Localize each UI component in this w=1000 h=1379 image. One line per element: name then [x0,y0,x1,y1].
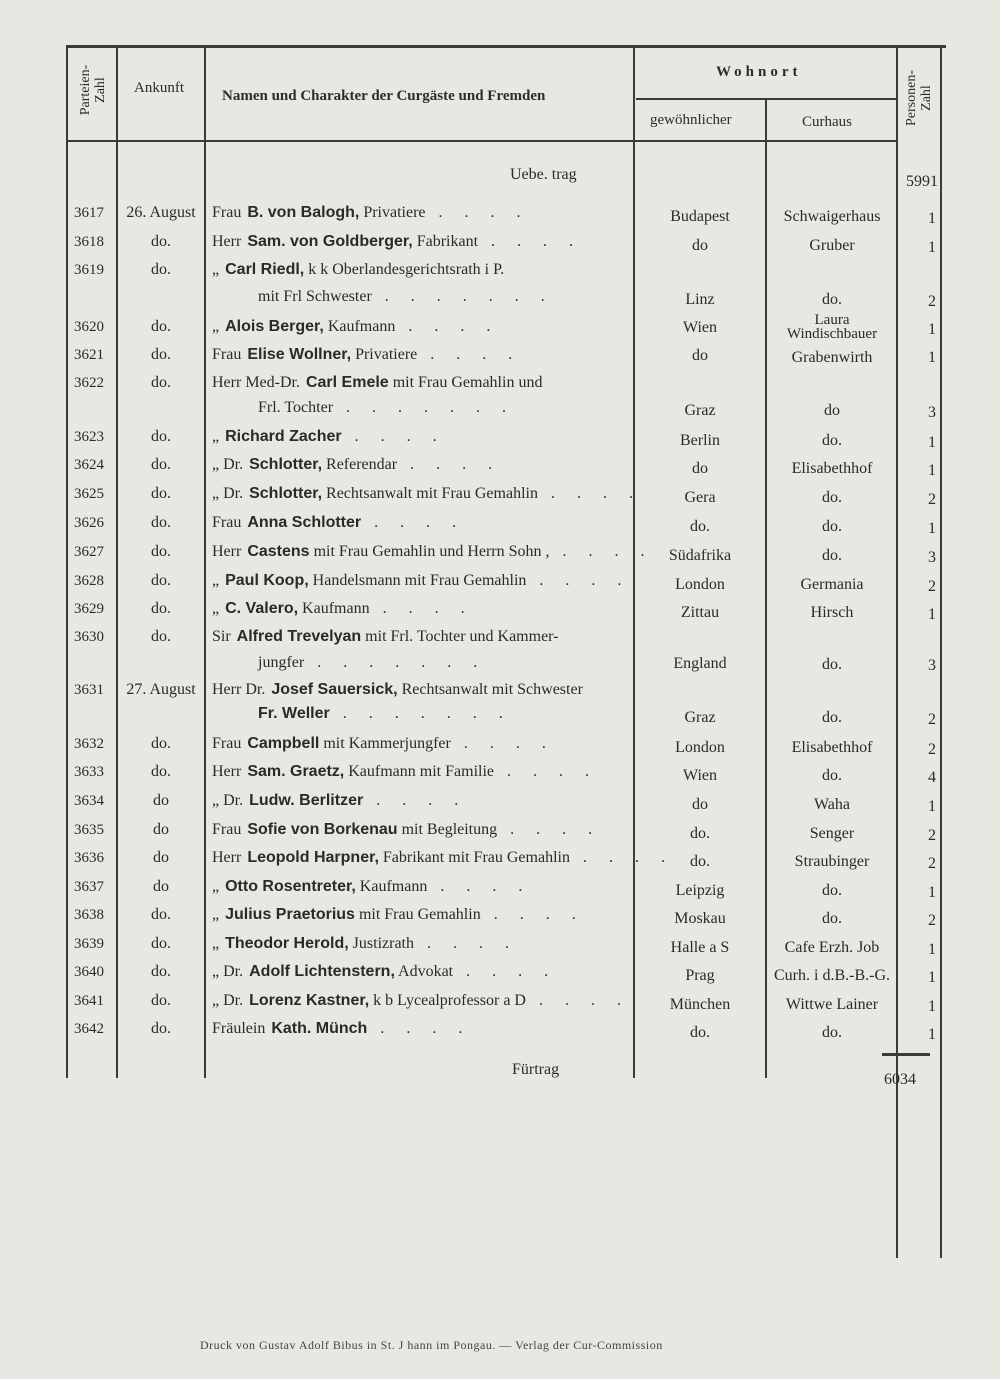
leader-dots: . . . . [417,346,522,363]
spa-lodging: Laura Windischbauer [786,312,878,342]
guest-entry [212,877,531,897]
row-number: 3633 [74,764,104,780]
leader-dots: . . . . [478,233,583,250]
arrival-date: do. [151,514,171,531]
guest-description: Referendar [322,456,398,473]
guest-name: Kath. Münch [271,1020,368,1037]
leader-dots: . . . . . . . [333,399,516,416]
guest-title: Frau [212,346,242,363]
guest-name: Castens [247,543,310,560]
leader-dots: . . . . [427,878,532,895]
home-town: do. [690,518,710,535]
guest-description: Kaufmann mit Familie [344,763,494,780]
header-gewoehnlicher: gewöhnlicher [650,112,732,128]
arrival-date: do. [151,992,171,1009]
guest-title: Herr [212,849,242,866]
guest-entry [212,317,499,337]
row-number: 3623 [74,429,104,445]
guest-title: Herr [212,763,242,780]
home-town: do. [690,825,710,842]
leader-dots: . . . . [363,792,468,809]
leader-dots: . . . . [450,735,555,752]
spa-lodging: Germania [800,576,864,593]
row-number: 3628 [74,573,104,589]
guest-description: Kaufmann [298,600,370,617]
guest-name: Campbell [247,735,320,752]
spa-lodging: do. [822,656,842,673]
home-town: do [692,347,708,364]
home-town: do. [690,1024,710,1041]
guest-entry [212,820,601,840]
arrival-date: do. [151,572,171,589]
leader-dots: . . . . [549,543,654,560]
guest-title: „ [212,261,220,278]
arrival-date: do. [151,963,171,980]
guest-entry-continued [258,653,486,673]
guest-description: mit Frau Gemahlin und Herrn Sohn , [309,543,550,560]
guest-name: Leopold Harpner, [247,849,379,866]
spa-lodging: Cafe Erzh. Job [784,939,880,956]
guest-title: Frau [212,735,242,752]
guest-name: Otto Rosentreter, [225,878,356,895]
header-wohnort: Wohnort [716,64,802,80]
spa-lodging: Wittwe Lainer [785,996,879,1013]
guest-entry-continued [258,398,515,418]
row-number: 3627 [74,544,104,560]
guest-title: „ [212,935,220,952]
home-town: Wien [682,319,717,336]
persons-count: 1 [928,798,936,815]
home-town: Gera [684,489,716,506]
arrival-date: do. [151,346,171,363]
guest-description: mit Frl. Tochter und Kammer- [361,628,559,645]
guest-name: Richard Zacher [225,428,342,445]
guest-title: Herr [212,233,242,250]
guest-description: Handelsmann mit Frau Gemahlin [308,572,527,589]
row-number: 3634 [74,793,104,809]
row-number: 3620 [74,319,104,335]
spa-lodging: Elisabethhof [791,460,873,477]
header-curhaus: Curhaus [802,114,852,130]
guest-title: „ Dr. [212,992,244,1009]
guest-entry [212,848,674,868]
arrival-date: do. [151,600,171,617]
spa-lodging: do. [822,709,842,726]
arrival-date: do. [151,1020,171,1037]
fuertrag-label: Fürtrag [512,1061,560,1078]
row-number: 3621 [74,347,104,363]
leader-dots: . . . . [369,600,474,617]
guest-entry [212,934,518,954]
guest-entry [212,571,630,591]
guest-name: Carl Riedl, [225,261,305,278]
guest-entry-continued [258,287,554,307]
guest-title: Herr Dr. [212,681,266,698]
persons-count: 2 [928,855,936,872]
row-number: 3631 [74,682,104,698]
guest-name: Sam. von Goldberger, [247,233,413,250]
guest-title: „ Dr. [212,963,244,980]
leader-dots: . . . . [494,763,598,780]
guest-description: Advokat [394,963,454,980]
guest-entry [212,513,465,533]
leader-dots: . . . . . . . [329,705,512,722]
guest-title: „ Dr. [212,485,244,502]
home-town: Prag [685,967,715,984]
guest-entry [212,734,555,754]
guest-title: Fräulein [212,1020,266,1037]
spa-lodging: Straubinger [794,853,870,870]
guest-title: „ [212,878,220,895]
arrival-date: do. [151,233,171,250]
col-line-3 [204,48,206,1078]
guest-name: Anna Schlotter [247,514,362,531]
guest-title: „ [212,428,220,445]
header-parteien: Parteien- Zahl [78,64,108,116]
row-number: 3618 [74,234,104,250]
spa-lodging: do. [822,547,842,564]
guest-entry [212,991,630,1011]
home-town: do [692,796,708,813]
leader-dots: . . . . [367,1020,472,1037]
arrival-date: 27. August [126,681,196,698]
guest-title: Frau [212,514,242,531]
spa-lodging: do [824,402,840,419]
spa-lodging: Hirsch [810,604,854,621]
guest-description: Privatiere [351,346,418,363]
leader-dots: . . . . . . . [371,288,554,305]
leader-dots: . . . . [425,204,530,221]
row-number: 3617 [74,205,104,221]
guest-entry [212,260,504,280]
persons-count: 2 [928,491,936,508]
arrival-date: do. [151,735,171,752]
row-number: 3642 [74,1021,104,1037]
guest-title: Frau [212,821,242,838]
guest-name: Paul Koop, [225,572,309,589]
arrival-date: do. [151,374,171,391]
row-number: 3635 [74,822,104,838]
home-town: London [675,739,725,756]
guest-description: Justizrath [348,935,414,952]
guest-companions: Frl. Tochter [258,399,334,416]
leader-dots: . . . . [526,572,631,589]
guest-description: Kaufmann [355,878,428,895]
guest-companions: jungfer [258,654,305,671]
persons-count: 1 [928,1026,936,1043]
leader-dots: . . . . [361,514,466,531]
persons-count: 2 [928,711,936,728]
guest-name: Theodor Herold, [225,935,349,952]
home-town: Moskau [674,910,726,927]
guest-entry [212,599,474,619]
persons-count: 2 [928,293,936,310]
arrival-date: do. [151,261,171,278]
row-number: 3639 [74,936,104,952]
guest-name: Sam. Graetz, [247,763,345,780]
arrival-date: do. [151,906,171,923]
home-town: Linz [685,291,715,308]
home-town: Budapest [670,208,730,225]
persons-count: 1 [928,239,936,256]
arrival-date: do [153,821,169,838]
guest-description: mit Kammerjungfer [319,735,451,752]
guest-entry [212,484,642,504]
guest-description: Rechtsanwalt mit Schwester [397,681,583,698]
persons-count: 2 [928,827,936,844]
spa-lodging: Curh. i d.B.-B.-G. [774,967,890,984]
guest-entry [212,962,557,982]
guest-title: „ [212,906,220,923]
imprint: Druck von Gustav Adolf Bibus in St. J hann im Pongau. — Verlag der Cur-Commission [200,1338,663,1352]
home-town: Berlin [680,432,720,449]
guest-name: Julius Praetorius [225,906,355,923]
guest-name: Carl Emele [305,374,389,391]
guest-description: Rechtsanwalt mit Frau Gemahlin [322,485,538,502]
header-rule [66,140,896,142]
guest-name: B. von Balogh, [247,204,360,221]
row-number: 3625 [74,486,104,502]
guest-name: Elise Wollner, [247,346,352,363]
spa-lodging: Waha [813,796,851,813]
col-line-1 [66,48,68,1078]
home-town: Graz [684,402,716,419]
guest-title: Herr Med-Dr. [212,374,300,391]
guest-name: Schlotter, [249,456,323,473]
persons-count: 2 [928,578,936,595]
guest-name: C. Valero, [225,600,299,617]
guest-name: Schlotter, [249,485,323,502]
spa-lodging: do. [822,432,842,449]
guest-name: Lorenz Kastner, [249,992,370,1009]
spa-lodging: do. [822,767,842,784]
home-town: do [692,460,708,477]
spa-lodging: Gruber [809,237,855,254]
col-line-4 [633,48,635,1078]
arrival-date: do. [151,763,171,780]
guest-entry-continued [258,704,512,724]
leader-dots: . . . . [397,456,502,473]
leader-dots: . . . . [569,849,674,866]
persons-count: 1 [928,941,936,958]
home-town: Wien [682,767,717,784]
leader-dots: . . . . [525,992,630,1009]
row-number: 3630 [74,629,104,645]
guest-entry [212,680,583,700]
guest-description: mit Frau Gemahlin und [388,374,543,391]
row-number: 3632 [74,736,104,752]
uebertrag-value: 5991 [906,173,938,190]
guest-description: Privatiere [359,204,426,221]
guest-name: Alois Berger, [225,318,324,335]
guest-entry [212,542,654,562]
guest-companions: mit Frl Schwester [258,288,372,305]
arrival-date: do. [151,456,171,473]
persons-count: 1 [928,884,936,901]
guest-entry [212,627,559,647]
guest-name: Ludw. Berlitzer [249,792,364,809]
guest-entry [212,427,446,447]
guest-entry [212,203,530,223]
wohnort-rule [636,98,898,100]
row-number: 3638 [74,907,104,923]
guest-name: Adolf Lichtenstern, [249,963,395,980]
arrival-date: do. [151,935,171,952]
home-town: do. [690,853,710,870]
home-town: Leipzig [675,882,725,899]
leader-dots: . . . . [480,906,585,923]
guest-entry [212,791,467,811]
persons-count: 2 [928,912,936,929]
guest-entry [212,455,501,475]
persons-count: 3 [928,404,936,421]
leader-dots: . . . . [537,485,642,502]
leader-dots: . . . . [497,821,602,838]
persons-count: 1 [928,210,936,227]
guest-description: k k Oberlandesgerichtsrath i P. [304,261,505,278]
guest-title: „ [212,572,220,589]
spa-lodging: do. [822,1024,842,1041]
guest-title: „ [212,600,220,617]
row-number: 3624 [74,457,104,473]
guest-entry [212,905,585,925]
persons-count: 1 [928,969,936,986]
home-town: England [673,655,727,672]
col-line-7 [940,48,942,1258]
persons-count: 4 [928,769,936,786]
arrival-date: do. [151,543,171,560]
home-town: London [675,576,725,593]
guest-entry [212,232,582,252]
leader-dots: . . . . [453,963,558,980]
arrival-date: do. [151,628,171,645]
leader-dots: . . . . [414,935,518,952]
guest-entry [212,1019,471,1039]
persons-count: 1 [928,462,936,479]
arrival-date: do. [151,318,171,335]
persons-count: 1 [928,434,936,451]
guest-description: Kaufmann [323,318,396,335]
persons-count: 3 [928,657,936,674]
guest-description: Fabrikant mit Frau Gemahlin [378,849,570,866]
guest-name: Josef Sauersick, [271,681,398,698]
row-number: 3626 [74,515,104,531]
persons-count: 1 [928,606,936,623]
spa-lodging: Senger [809,825,855,842]
arrival-date: do [153,849,169,866]
arrival-date: do [153,792,169,809]
arrival-date: do. [151,428,171,445]
spa-lodging: do. [822,910,842,927]
guest-title: Herr [212,543,242,560]
sum-rule [882,1053,930,1056]
spa-lodging: do. [822,489,842,506]
home-town: München [669,996,731,1013]
fuertrag-value: 6034 [884,1071,916,1088]
persons-count: 2 [928,741,936,758]
spa-lodging: Grabenwirth [791,349,873,366]
guest-title: Frau [212,204,242,221]
row-number: 3629 [74,601,104,617]
guest-companions: Fr. Weller [258,705,330,722]
leader-dots: . . . . [395,318,500,335]
home-town: do [692,237,708,254]
top-rule [66,45,946,48]
spa-lodging: do. [822,882,842,899]
spa-lodging: do. [822,518,842,535]
guest-entry [212,345,521,365]
persons-count: 1 [928,520,936,537]
home-town: Zittau [680,604,720,621]
leader-dots: . . . . . . . [304,654,487,671]
header-personen: Personen- Zahl [904,70,934,126]
row-number: 3622 [74,375,104,391]
arrival-date: do. [151,485,171,502]
guest-description: mit Begleitung [397,821,498,838]
guest-description: mit Frau Gemahlin [354,906,481,923]
spa-lodging: Schwaigerhaus [783,208,881,225]
row-number: 3640 [74,964,104,980]
persons-count: 3 [928,549,936,566]
spa-lodging: Elisabethhof [791,739,873,756]
arrival-date: do [153,878,169,895]
uebertrag-label: Uebe. trag [510,166,577,183]
guest-title: „ [212,318,220,335]
guest-title: Sir [212,628,231,645]
header-ankunft: Ankunft [134,80,184,96]
guest-description: k b Lycealprofessor a D [369,992,526,1009]
header-namen: Namen und Charakter der Curgäste und Fremden [222,88,546,104]
row-number: 3619 [74,262,104,278]
persons-count: 1 [928,321,936,338]
guest-title: „ Dr. [212,456,244,473]
guest-description: Fabrikant [412,233,479,250]
guest-name: Alfred Trevelyan [236,628,362,645]
guest-entry [212,373,542,393]
persons-count: 1 [928,998,936,1015]
leader-dots: . . . . [341,428,446,445]
home-town: Graz [684,709,716,726]
persons-count: 1 [928,349,936,366]
row-number: 3637 [74,879,104,895]
home-town: Halle a S [670,939,730,956]
arrival-date: 26. August [126,204,196,221]
spa-lodging: do. [822,291,842,308]
row-number: 3641 [74,993,104,1009]
home-town: Südafrika [668,547,732,564]
guest-name: Sofie von Borkenau [247,821,398,838]
guest-title: „ Dr. [212,792,244,809]
guest-entry [212,762,598,782]
row-number: 3636 [74,850,104,866]
